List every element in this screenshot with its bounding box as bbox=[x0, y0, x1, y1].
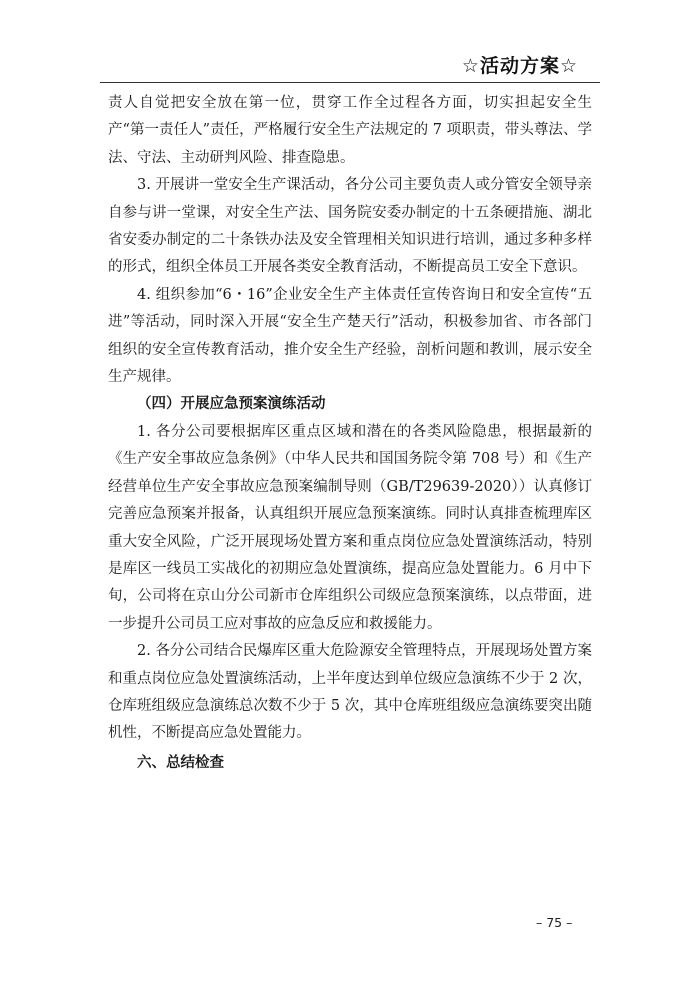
paragraph-continuation: 责人自觉把安全放在第一位，贯穿工作全过程各方面，切实担起安全生产“第一责任人”责任，严格履行安全生产法规定的 7 项职责，带头尊法、学法、守法、主动研判风险、排查隐患。 bbox=[108, 95, 592, 166]
subheading-emergency-drill: （四）开展应急预案演练活动 bbox=[137, 396, 326, 413]
page-number: – 75 – bbox=[536, 915, 573, 930]
section-heading-summary: 六、总结检查 bbox=[137, 754, 224, 771]
paragraph-item-3: 3. 开展讲一堂安全生产课活动，各分公司主要负责人或分管安全领导亲自参与讲一堂课，对安全生产法、国务院安委办制定的十五条硬措施、湖北省安委办制定的二十条铁办法及安全管理相关知识进行培训，通过多种多样的形式，组织全体员工开展各类安全教育活动，不断提高员工安全下意识。 bbox=[108, 177, 592, 276]
paragraph-drill-2: 2. 各分公司结合民爆库区重大危险源安全管理特点，开展现场处置方案和重点岗位应急处置演练活动，上半年度达到单位级应急演练不少于 2 次，仓库班组级应急演练总次数不少于 5 次，其中仓库班组级应急演练要突出随机性，不断提高应急处置能力。 bbox=[108, 643, 592, 742]
header-divider bbox=[100, 82, 600, 83]
paragraph-drill-1: 1. 各分公司要根据库区重点区域和潜在的各类风险隐患，根据最新的《生产安全事故应急条例》（中华人民共和国国务院令第 708 号）和《生产经营单位生产安全事故应急预案编制导则（GB/T29639-2020））认真修订完善应急预案并报备，认真组织开展应急预案演练。同时认真排查梳理库区重大安全风险，广泛开展现场处置方案和重点岗位应急处置演练活动，特别是库区一线员工实战化的初期应急处置演练，提高应急处置能力。6 月中下旬，公司将在京山分公司新市仓库组织公司级应急预案演练，以点带面，进一步提升公司员工应对事故的应急反应和救援能力。 bbox=[108, 423, 592, 632]
page-header-title: ☆活动方案☆ bbox=[461, 55, 578, 77]
paragraph-item-4: 4. 组织参加“6・16”企业安全生产主体责任宣传咨询日和安全宣传“五进”等活动，同时深入开展“安全生产楚天行”活动，积极参加省、市各部门组织的安全宣传教育活动，推介安全生产经验，剖析问题和教训，展示安全生产规律。 bbox=[108, 286, 592, 386]
document-body bbox=[108, 90, 592, 778]
